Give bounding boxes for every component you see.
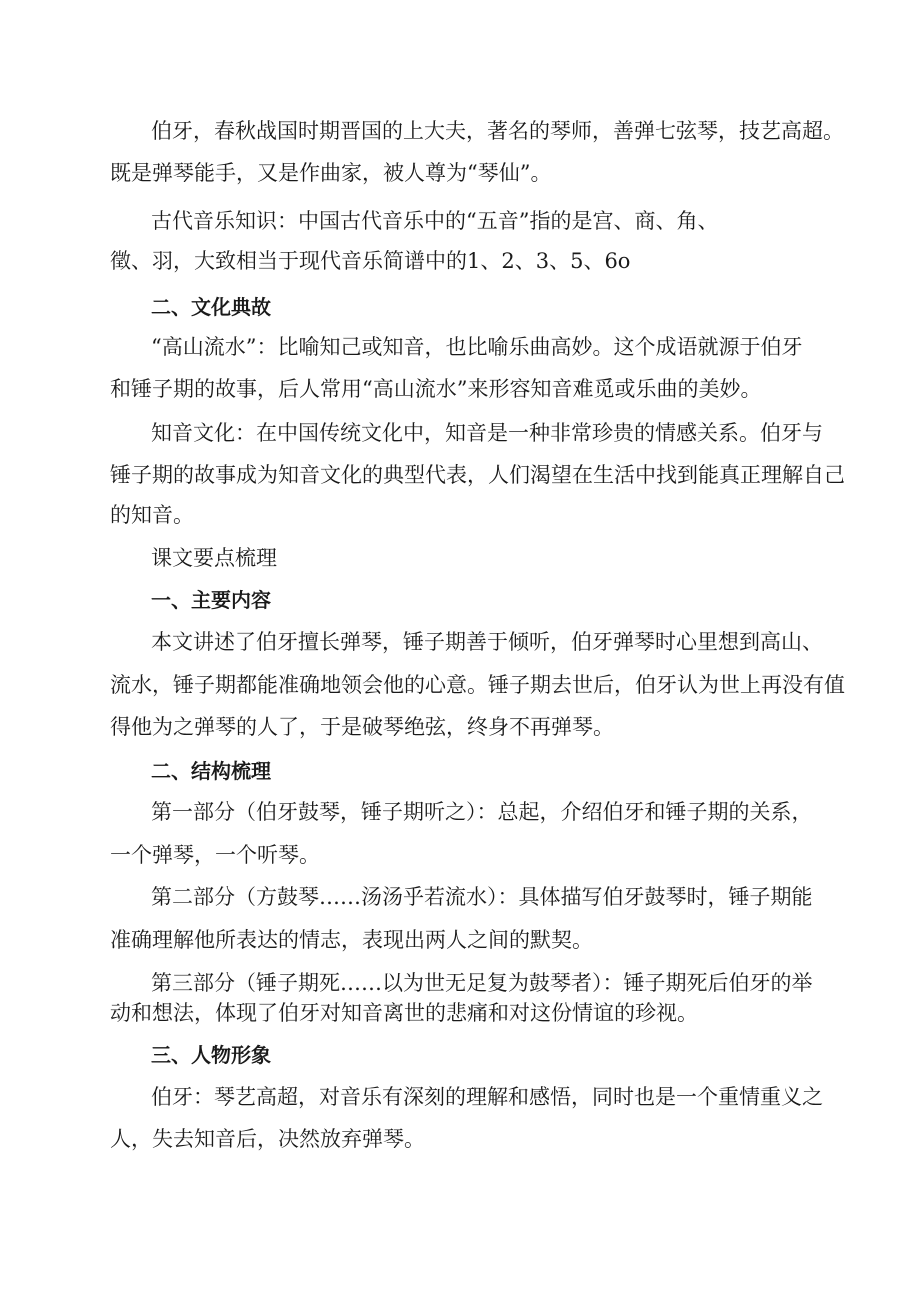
paragraph-boya-intro-line-2: 既是弹琴能手，又是作曲家，被人尊为“琴仙”。 [110, 161, 552, 185]
paragraph-main-content-line-3: 得他为之弹琴的人了，于是破琴绝弦，终身不再弹琴。 [110, 715, 614, 739]
paragraph-main-content-line-1: 本文讲述了伯牙擅长弹琴，锤子期善于倾听，伯牙弹琴时心里想到高山、 [151, 630, 823, 654]
paragraph-mountain-water-line-2: 和锤子期的故事，后人常用“高山流水”来形容知音难觅或乐曲的美妙。 [110, 377, 762, 401]
paragraph-main-content-line-2: 流水，锤子期都能准确地领会他的心意。锤子期去世后，伯牙认为世上再没有值 [110, 673, 845, 697]
paragraph-boya-intro-line-1: 伯牙，春秋战国时期晋国的上大夫，著名的琴师，善弹七弦琴，技艺高超。 [151, 119, 844, 143]
paragraph-part-two-line-1: 第二部分（方鼓琴……汤汤乎若流水）：具体描写伯牙鼓琴时，锤子期能 [151, 885, 813, 909]
paragraph-part-one-line-1: 第一部分（伯牙鼓琴，锤子期听之）：总起，介绍伯牙和锤子期的关系， [151, 800, 813, 824]
paragraph-part-two-line-2: 准确理解他所表达的情志，表现出两人之间的默契。 [110, 928, 593, 952]
paragraph-boya-character-line-2: 人，失去知音后，决然放弃弹琴。 [110, 1127, 425, 1151]
paragraph-part-one-line-2: 一个弹琴，一个听琴。 [110, 843, 320, 867]
paragraph-zhiyin-culture-line-1: 知音文化：在中国传统文化中，知音是一种非常珍贵的情感关系。伯牙与 [151, 421, 823, 445]
heading-characters: 三、人物形象 [151, 1043, 271, 1067]
heading-cultural-allusion: 二、文化典故 [151, 295, 271, 319]
section-title-key-points: 课文要点梳理 [151, 546, 277, 570]
heading-main-content: 一、主要内容 [151, 588, 271, 612]
paragraph-part-three-line-2: 动和想法，体现了伯牙对知音离世的悲痛和对这份情谊的珍视。 [110, 1001, 698, 1025]
paragraph-music-knowledge-line-1: 古代音乐知识：中国古代音乐中的“五音”指的是宫、商、角、 [151, 209, 719, 233]
paragraph-zhiyin-culture-line-2: 锤子期的故事成为知音文化的典型代表，人们渴望在生活中找到能真正理解自己 [110, 463, 845, 487]
paragraph-zhiyin-culture-line-3: 的知音。 [110, 503, 194, 527]
paragraph-mountain-water-line-1: “高山流水”：比喻知己或知音，也比喻乐曲高妙。这个成语就源于伯牙 [151, 335, 803, 359]
heading-structure: 二、结构梳理 [151, 759, 271, 783]
paragraph-boya-character-line-1: 伯牙：琴艺高超，对音乐有深刻的理解和感悟，同时也是一个重情重义之 [151, 1085, 823, 1109]
paragraph-music-knowledge-line-2: 徵、羽，大致相当于现代音乐简谱中的1、2、3、5、6o [110, 249, 631, 273]
paragraph-part-three-line-1: 第三部分（锤子期死……以为世无足复为鼓琴者）：锤子期死后伯牙的举 [151, 971, 813, 995]
